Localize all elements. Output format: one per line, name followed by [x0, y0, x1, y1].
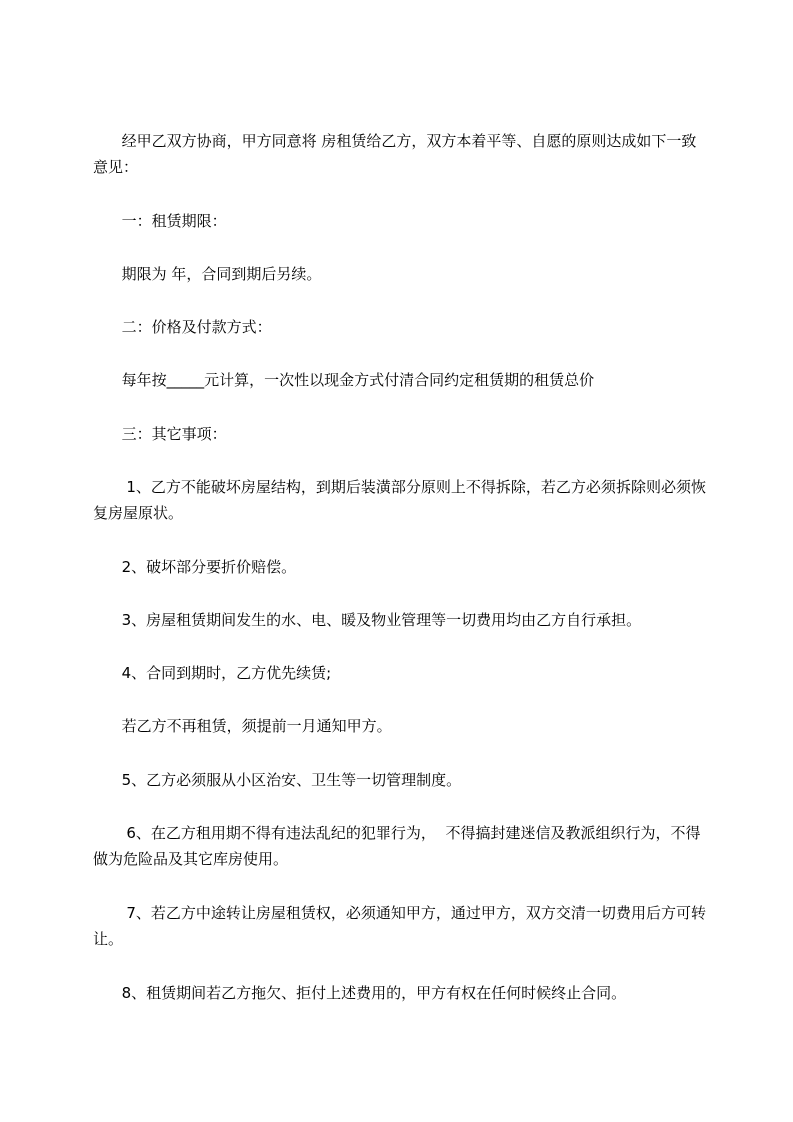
section-heading-lease-term: 一：租赁期限： [93, 212, 227, 230]
clause-8: 8、租赁期间若乙方拖欠、拒付上述费用的，甲方有权在任何时候终止合同。 [93, 984, 627, 1002]
section-heading-other-matters: 三：其它事项： [93, 425, 227, 443]
paragraph-price: 每年按_____元计算，一次性以现金方式付清合同约定租赁期的租赁总价 [93, 371, 595, 389]
clause-5: 5、乙方必须服从小区治安、卫生等一切管理制度。 [93, 771, 462, 789]
section-heading-price-payment: 二：价格及付款方式： [93, 318, 272, 336]
clause-6: 6、在乙方租用期不得有违法乱纪的犯罪行为， 不得搞封建迷信及教派组织行为，不得做为危险品及其它库房使用。 [93, 824, 701, 868]
paragraph-lease-term: 期限为 年，合同到期后另续。 [93, 265, 322, 283]
intro-paragraph: 经甲乙双方协商，甲方同意将 房租赁给乙方，双方本着平等、自愿的原则达成如下一致意见： [93, 132, 697, 176]
clause-4: 4、合同到期时，乙方优先续赁; [93, 664, 332, 682]
clause-3: 3、房屋租赁期间发生的水、电、暖及物业管理等一切费用均由乙方自行承担。 [93, 611, 642, 629]
clause-1: 1、乙方不能破坏房屋结构，到期后装潢部分原则上不得拆除，若乙方必须拆除则必须恢复房屋原状。 [93, 478, 706, 522]
clause-2: 2、破坏部分要折价赔偿。 [93, 558, 297, 576]
clause-4-continued: 若乙方不再租赁，须提前一月通知甲方。 [93, 717, 392, 735]
clause-7: 7、若乙方中途转让房屋租赁权，必须通知甲方，通过甲方，双方交清一切费用后方可转让。 [93, 904, 706, 948]
